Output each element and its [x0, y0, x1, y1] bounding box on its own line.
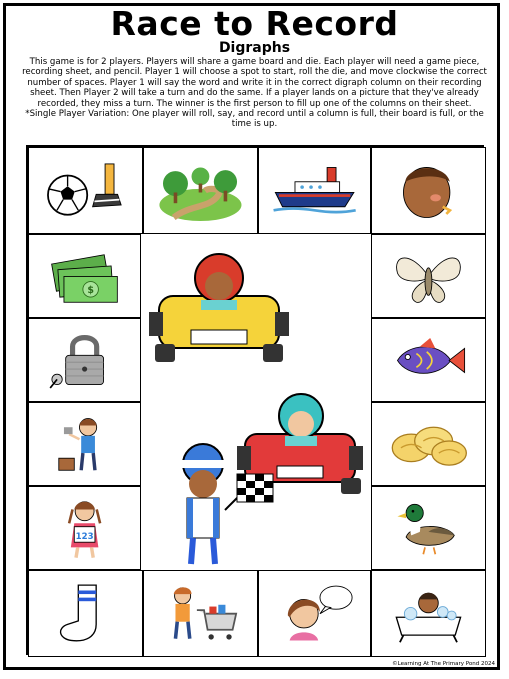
space-chips[interactable]: [371, 402, 486, 486]
duck-icon: [381, 494, 476, 563]
ship-icon: [268, 155, 361, 226]
center-artwork: [141, 234, 371, 570]
space-soccer[interactable]: [28, 147, 143, 234]
svg-text:$: $: [87, 284, 94, 296]
lock-icon: [38, 326, 131, 395]
chips-icon: [381, 410, 476, 479]
space-talk[interactable]: [258, 570, 371, 657]
space-ship[interactable]: [258, 147, 371, 234]
space-math[interactable]: [28, 486, 141, 570]
shopping-icon: [153, 578, 248, 649]
moth-icon: [381, 242, 476, 311]
instructions-text: This game is for 2 players. Players will share a game board and die. Each player will need a game piece, recording sheet, and pencil. Player 1 will choose a spot to start, roll the die, and move clockwise the correct number of spaces. Player 1 will say the word and write it in the correct digraph column on their recording sheet. Then Player 2 will take a turn and do the same. If a player lands on a picture that they've already recorded, they miss a turn. The winner is the first person to fill up one of the columns on their sheet. *Single Player Variation: One player will roll, say, and record until a column is full, their board is full, or the time is up.: [22, 57, 487, 130]
space-bath[interactable]: [371, 570, 486, 657]
space-chop[interactable]: [28, 402, 141, 486]
math-card-text: 123: [75, 531, 94, 542]
space-lock[interactable]: [28, 318, 141, 402]
page-subtitle: Digraphs: [218, 40, 291, 56]
race-kids-icon: [141, 234, 371, 570]
space-cash[interactable]: [28, 234, 141, 318]
space-fish[interactable]: [371, 318, 486, 402]
cheek-icon: [381, 155, 476, 226]
chop-icon: [38, 410, 131, 479]
space-cheek[interactable]: [371, 147, 486, 234]
game-board: [26, 145, 484, 655]
copyright-text: ©Learning At The Primary Pond 2024: [392, 661, 495, 667]
bath-icon: [381, 578, 476, 649]
space-sock[interactable]: [28, 570, 143, 657]
space-shopping[interactable]: [143, 570, 258, 657]
space-duck[interactable]: [371, 486, 486, 570]
fish-icon: [381, 326, 476, 395]
sock-icon: [38, 578, 133, 649]
talk-icon: [268, 578, 361, 649]
cash-icon: [38, 242, 131, 311]
math-girl-icon: [38, 494, 131, 563]
soccer-kick-icon: [38, 155, 133, 226]
page-title: Race to Record: [110, 4, 399, 43]
space-moth[interactable]: [371, 234, 486, 318]
space-path[interactable]: [143, 147, 258, 234]
path-icon: [153, 155, 248, 226]
